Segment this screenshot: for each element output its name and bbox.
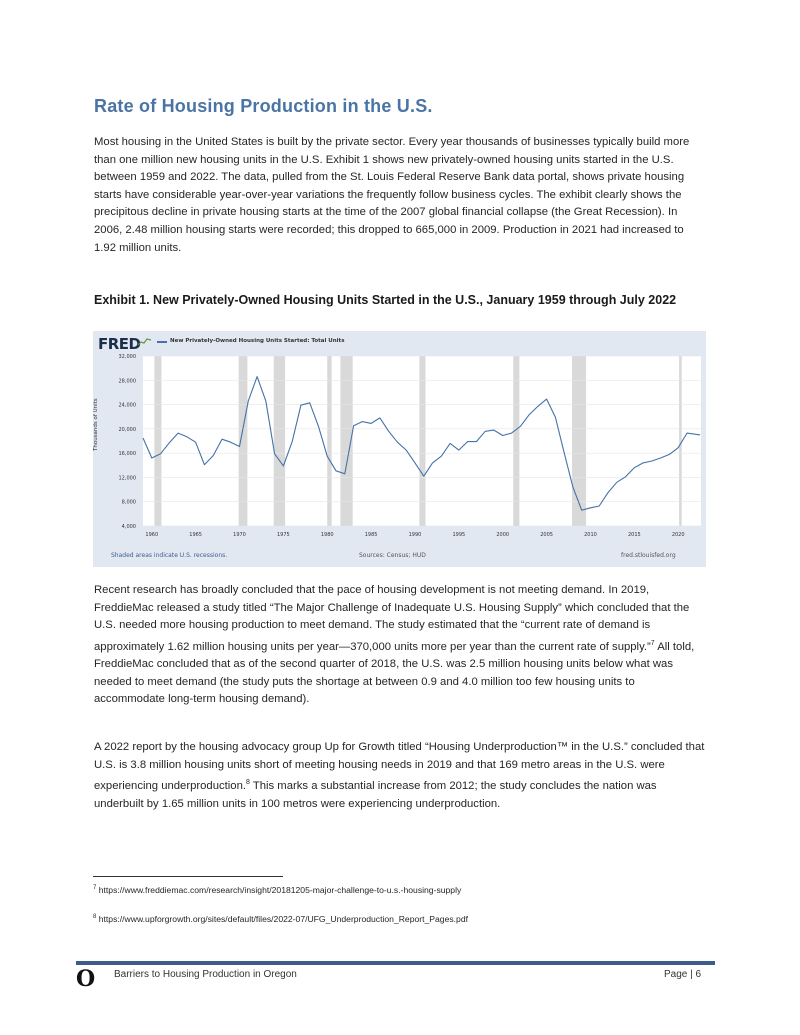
y-tick-label: 8,000 — [121, 499, 136, 506]
footnote-8-link[interactable]: https://www.upforgrowth.org/sites/default/files/2022-07/UFG_Underproduction_Report_Pages.pdf — [98, 914, 468, 924]
y-axis-label: Thousands of Units — [93, 398, 99, 451]
chart-sources: Sources: Census; HUD — [359, 552, 426, 559]
x-tick-label: 1980 — [320, 532, 334, 538]
exhibit-title: Exhibit 1. New Privately-Owned Housing Units Started in the U.S., January 1959 through July 2022 — [94, 293, 677, 307]
chart-plot-area — [93, 331, 706, 567]
chart-source-url: fred.stlouisfed.org — [621, 552, 676, 559]
fred-logo: FRED — [98, 335, 141, 353]
x-tick-label: 2000 — [496, 532, 510, 538]
recession-band — [572, 356, 586, 526]
y-tick-label: 4,000 — [121, 524, 136, 530]
y-tick-label: 32,000 — [118, 354, 136, 360]
footnote-ref-7[interactable]: 7 — [650, 639, 655, 647]
oregon-logo-icon: O — [76, 966, 96, 992]
x-tick-label: 2015 — [627, 532, 641, 538]
recession-band — [327, 356, 331, 526]
footnote-7: $^7$ https://www.freddiemac.com/research/insight/20181205-major-challenge-to-u.s.-housing-supply — [93, 885, 462, 895]
fred-chart — [93, 331, 706, 567]
x-tick-label: 1970 — [233, 532, 246, 538]
intro-paragraph: Most housing in the United States is built by the private sector. Every year thousands of businesses typically build more than one million new housing units in the U.S. Exhibit 1 shows new privately-owned housing units started in the U.S. between 1959 and 2022. The data, pulled from the St. Louis Federal Reserve Bank data portal, shows private housing starts have considerable year-over-year variations the frequently follow business cycles. The exhibit clearly shows the precipitous decline in private housing starts at the time of the 2007 global financial collapse (the Great Recession). In 2006, 2.48 million housing starts were recorded; this dropped to 665,000 in 2009. Production in 2021 had increased to 1.92 million units. — [94, 136, 690, 254]
page-number: Page | 6 — [664, 969, 702, 980]
x-tick-label: 1960 — [145, 532, 159, 538]
x-tick-label: 1990 — [408, 532, 422, 538]
y-tick-label: 24,000 — [118, 402, 136, 409]
x-tick-label: 1975 — [277, 532, 290, 538]
recession-band — [679, 356, 682, 526]
x-tick-label: 1995 — [452, 532, 466, 538]
y-tick-label: 28,000 — [118, 378, 136, 385]
recession-band — [239, 356, 248, 526]
recession-band — [513, 356, 519, 526]
research-paragraph: Recent research has broadly concluded that the pace of housing development is not meeting demand. In 2019, FreddieMac released a study titled “The Major Challenge of Inadequate U.S. Housing Supply” which concluded that the U.S. needed more housing production to meet demand. The study estimated that the “current rate of demand is approximately 1.62 million housing units per year—370,000 units more per year than the current rate of supply.”$^7$ All told, FreddieMac concluded that as of the second quarter of 2018, the U.S. was 2.5 million housing units below what was needed to meet demand (the study puts the shortage at between 0.9 and 4.0 million too few housing units to accommodate long-term housing demand). — [94, 584, 695, 706]
x-tick-label: 2010 — [584, 532, 597, 538]
x-tick-label: 2020 — [671, 532, 685, 538]
y-tick-label: 16,000 — [118, 451, 136, 458]
footer-rule — [76, 961, 715, 965]
page-heading: Rate of Housing Production in the U.S. — [94, 96, 433, 116]
y-tick-label: 12,000 — [118, 475, 136, 482]
x-tick-label: 1985 — [364, 532, 378, 538]
underproduction-paragraph: A 2022 report by the housing advocacy group Up for Growth titled “Housing Underproduction™ in the U.S.” concluded that U.S. is 3.8 million housing units short of meeting housing needs in 2019 and that 169 metro areas in the U.S. were experiencing underproduction.$^8$ This marks a substantial increase from 2012; the study concludes the nation was underbuilt by 1.65 million units in 100 metros were experiencing underproduction. — [94, 741, 705, 810]
footnote-8: $^8$ https://www.upforgrowth.org/sites/default/files/2022-07/UFG_Underproduction_Report_Pages.pdf — [93, 914, 468, 924]
y-tick-label: 20,000 — [118, 426, 136, 433]
recession-band — [154, 356, 161, 526]
footnote-divider — [93, 876, 283, 877]
x-tick-label: 2005 — [540, 532, 553, 538]
recession-note: Shaded areas indicate U.S. recessions. — [111, 552, 228, 559]
legend-label: New Privately-Owned Housing Units Started: Total Units — [170, 338, 345, 344]
recession-band — [274, 356, 285, 526]
x-tick-label: 1965 — [189, 532, 203, 538]
footer-document-title: Barriers to Housing Production in Oregon — [114, 969, 297, 980]
footnote-ref-8[interactable]: 8 — [245, 779, 250, 787]
footnote-7-link[interactable]: https://www.freddiemac.com/research/insight/20181205-major-challenge-to-u.s.-housing-supply — [98, 885, 462, 895]
recession-band — [419, 356, 425, 526]
